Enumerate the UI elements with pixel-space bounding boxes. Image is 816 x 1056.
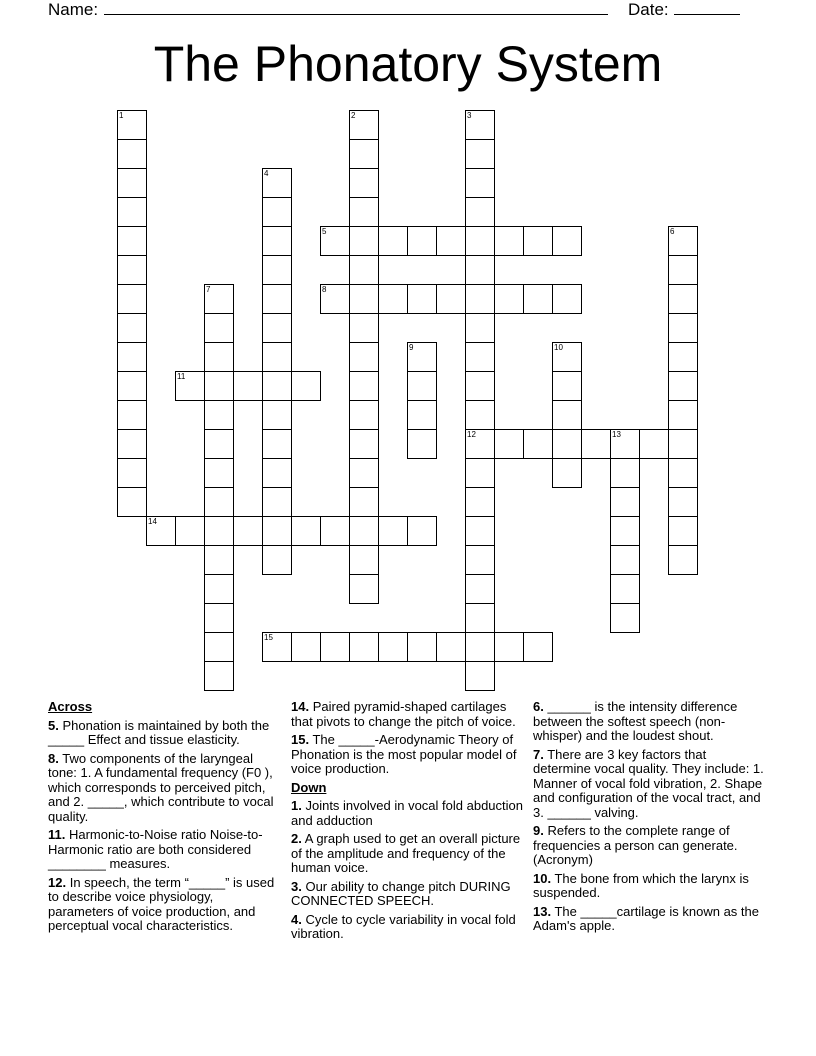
grid-cell[interactable] — [465, 110, 495, 140]
grid-cell[interactable] — [407, 371, 437, 401]
grid-cell[interactable] — [465, 661, 495, 691]
clue-number-label: 11 — [177, 372, 186, 381]
clue-number: 14. — [291, 699, 310, 714]
grid-cell[interactable] — [146, 516, 176, 546]
clue-across-8 — [48, 752, 280, 825]
grid-cell[interactable] — [523, 284, 553, 314]
grid-cell[interactable] — [668, 429, 698, 459]
grid-cell[interactable] — [349, 516, 379, 546]
grid-cell[interactable] — [117, 429, 147, 459]
clue-text: Two components of the laryngeal tone: 1. A fundamental frequency (F0 ), which corresponds to perceived pitch, and 2. _____, which contribute to vocal quality. — [48, 750, 274, 824]
grid-cell[interactable] — [117, 342, 147, 372]
grid-cell[interactable] — [117, 487, 147, 517]
grid-cell[interactable] — [117, 371, 147, 401]
grid-cell[interactable] — [494, 284, 524, 314]
grid-cell[interactable] — [204, 516, 234, 546]
date-label: Date: — [628, 0, 669, 19]
clue-text: There are 3 key factors that determine vocal quality. They include: 1. Manner of vocal fold vibration, 2. Shape and configuration of the vocal tract, and 3. ______ valving. — [533, 746, 764, 820]
grid-cell[interactable] — [291, 516, 321, 546]
clue-number-label: 13 — [612, 430, 621, 439]
grid-cell[interactable] — [233, 516, 263, 546]
grid-cell[interactable] — [407, 632, 437, 662]
grid-cell[interactable] — [465, 371, 495, 401]
grid-cell[interactable] — [668, 313, 698, 343]
grid-cell[interactable] — [349, 458, 379, 488]
clue-down-3 — [291, 880, 523, 909]
grid-cell[interactable] — [262, 226, 292, 256]
grid-cell[interactable] — [262, 516, 292, 546]
grid-cell[interactable] — [262, 487, 292, 517]
grid-cell[interactable] — [465, 226, 495, 256]
grid-cell[interactable] — [204, 603, 234, 633]
grid-cell[interactable] — [349, 110, 379, 140]
down-heading: Down — [291, 779, 327, 795]
clue-number-label: 2 — [351, 111, 356, 120]
clues-column-1 — [48, 700, 280, 938]
grid-cell[interactable] — [349, 545, 379, 575]
grid-cell[interactable] — [349, 429, 379, 459]
grid-cell[interactable] — [668, 400, 698, 430]
clues-column-3 — [533, 700, 765, 938]
grid-cell[interactable] — [465, 516, 495, 546]
grid-cell[interactable] — [378, 632, 408, 662]
grid-cell[interactable] — [668, 284, 698, 314]
grid-cell[interactable] — [349, 255, 379, 285]
clue-text: A graph used to get an overall picture of the amplitude and frequency of the human voice. — [291, 831, 521, 875]
grid-cell[interactable] — [378, 226, 408, 256]
grid-cell[interactable] — [378, 516, 408, 546]
clue-number-label: 15 — [264, 633, 273, 642]
grid-cell[interactable] — [262, 284, 292, 314]
clue-text: Joints involved in vocal fold abduction and adduction — [291, 798, 523, 828]
grid-cell[interactable] — [436, 284, 466, 314]
grid-cell[interactable] — [465, 400, 495, 430]
grid-cell[interactable] — [204, 371, 234, 401]
grid-cell[interactable] — [349, 400, 379, 430]
clue-number: 2. — [291, 831, 302, 846]
grid-cell[interactable] — [262, 429, 292, 459]
grid-cell[interactable] — [204, 342, 234, 372]
clue-number-label: 3 — [467, 111, 472, 120]
grid-cell[interactable] — [262, 400, 292, 430]
grid-cell[interactable] — [204, 400, 234, 430]
grid-cell[interactable] — [175, 371, 205, 401]
grid-cell[interactable] — [204, 487, 234, 517]
grid-cell[interactable] — [349, 371, 379, 401]
grid-cell[interactable] — [668, 545, 698, 575]
grid-cell[interactable] — [668, 226, 698, 256]
grid-cell[interactable] — [320, 516, 350, 546]
grid-cell[interactable] — [552, 371, 582, 401]
grid-cell[interactable] — [262, 255, 292, 285]
grid-cell[interactable] — [349, 313, 379, 343]
grid-cell[interactable] — [465, 313, 495, 343]
grid-cell[interactable] — [407, 284, 437, 314]
grid-cell[interactable] — [465, 603, 495, 633]
grid-cell[interactable] — [262, 168, 292, 198]
grid-cell[interactable] — [117, 139, 147, 169]
grid-cell[interactable] — [291, 371, 321, 401]
clue-number: 13. — [533, 903, 552, 919]
grid-cell[interactable] — [378, 284, 408, 314]
grid-cell[interactable] — [465, 255, 495, 285]
clue-number-label: 1 — [119, 111, 124, 120]
clue-number: 9. — [533, 823, 544, 838]
grid-cell[interactable] — [117, 313, 147, 343]
grid-cell[interactable] — [436, 632, 466, 662]
grid-cell[interactable] — [552, 284, 582, 314]
grid-cell[interactable] — [552, 226, 582, 256]
clue-down-4 — [291, 913, 523, 942]
grid-cell[interactable] — [262, 313, 292, 343]
grid-cell[interactable] — [494, 429, 524, 459]
clue-text: Harmonic-to-Noise ratio Noise-to-Harmonic ratio are both considered ________ measures. — [48, 827, 263, 871]
clue-number: 3. — [291, 878, 302, 894]
clue-down-7 — [533, 748, 765, 821]
grid-cell[interactable] — [117, 284, 147, 314]
grid-cell[interactable] — [320, 226, 350, 256]
clue-text: In speech, the term “_____” is used to describe voice physiology, parameters of voice production, and perceptual vocal characteristics. — [48, 874, 275, 933]
grid-cell[interactable] — [610, 487, 640, 517]
grid-cell[interactable] — [523, 429, 553, 459]
grid-cell[interactable] — [610, 603, 640, 633]
clue-across-12 — [48, 876, 280, 934]
grid-cell[interactable] — [552, 429, 582, 459]
grid-cell[interactable] — [436, 226, 466, 256]
grid-cell[interactable] — [465, 487, 495, 517]
grid-cell[interactable] — [668, 255, 698, 285]
grid-cell[interactable] — [291, 632, 321, 662]
clue-across-15 — [291, 733, 523, 777]
grid-cell[interactable] — [117, 458, 147, 488]
grid-cell[interactable] — [262, 197, 292, 227]
clue-number: 5. — [48, 717, 59, 733]
grid-cell[interactable] — [204, 458, 234, 488]
grid-cell[interactable] — [668, 342, 698, 372]
clue-number-label: 7 — [206, 285, 211, 294]
page-title: The Phonatory System — [153, 36, 663, 92]
grid-cell[interactable] — [610, 516, 640, 546]
grid-cell[interactable] — [349, 284, 379, 314]
grid-cell[interactable] — [204, 574, 234, 604]
name-label: Name: — [48, 0, 99, 19]
clue-text: ______ is the intensity difference between the softest speech (non-whisper) and the loudest shout. — [533, 699, 738, 743]
grid-cell[interactable] — [465, 197, 495, 227]
clue-text: Cycle to cycle variability in vocal fold vibration. — [291, 911, 516, 941]
grid-cell[interactable] — [204, 284, 234, 314]
grid-cell[interactable] — [494, 226, 524, 256]
grid-cell[interactable] — [465, 168, 495, 198]
grid-cell[interactable] — [668, 371, 698, 401]
grid-cell[interactable] — [465, 342, 495, 372]
grid-cell[interactable] — [552, 400, 582, 430]
clue-number: 15. — [291, 732, 310, 747]
grid-cell[interactable] — [465, 284, 495, 314]
grid-cell[interactable] — [262, 632, 292, 662]
clue-number: 10. — [533, 870, 552, 886]
grid-cell[interactable] — [610, 458, 640, 488]
grid-cell[interactable] — [117, 400, 147, 430]
clue-text: Paired pyramid-shaped cartilages that pivots to change the pitch of voice. — [291, 699, 516, 729]
grid-cell[interactable] — [175, 516, 205, 546]
grid-cell[interactable] — [668, 516, 698, 546]
clue-down-9 — [533, 824, 765, 868]
grid-cell[interactable] — [668, 458, 698, 488]
clue-down-6 — [533, 700, 765, 744]
clue-text: Our ability to change pitch DURING CONNECTED SPEECH. — [291, 878, 511, 908]
clue-text: Refers to the complete range of frequencies a person can generate. (Acronym) — [533, 823, 738, 867]
grid-cell[interactable] — [349, 139, 379, 169]
grid-cell[interactable] — [117, 226, 147, 256]
grid-cell[interactable] — [668, 487, 698, 517]
clue-text: The bone from which the larynx is suspended. — [533, 870, 749, 900]
clue-number-label: 14 — [148, 517, 157, 526]
clue-number: 4. — [291, 911, 302, 927]
grid-cell[interactable] — [204, 429, 234, 459]
grid-cell[interactable] — [523, 226, 553, 256]
grid-cell[interactable] — [233, 371, 263, 401]
grid-cell[interactable] — [349, 168, 379, 198]
clue-across-14 — [291, 700, 523, 729]
grid-cell[interactable] — [465, 545, 495, 575]
clue-across-5 — [48, 719, 280, 748]
grid-cell[interactable] — [407, 429, 437, 459]
grid-cell[interactable] — [204, 661, 234, 691]
grid-cell[interactable] — [639, 429, 669, 459]
clue-number: 1. — [291, 798, 302, 813]
across-heading: Across — [48, 699, 93, 714]
clue-number-label: 12 — [467, 430, 476, 439]
grid-cell[interactable] — [494, 632, 524, 662]
grid-cell[interactable] — [552, 342, 582, 372]
grid-cell[interactable] — [465, 429, 495, 459]
clue-number: 6. — [533, 699, 544, 714]
grid-cell[interactable] — [117, 168, 147, 198]
clue-down-1 — [291, 799, 523, 828]
grid-cell[interactable] — [407, 342, 437, 372]
clue-number-label: 8 — [322, 285, 327, 294]
clue-down-2 — [291, 832, 523, 876]
grid-cell[interactable] — [320, 632, 350, 662]
grid-cell[interactable] — [204, 545, 234, 575]
grid-cell[interactable] — [407, 516, 437, 546]
grid-cell[interactable] — [465, 574, 495, 604]
clue-number-label: 6 — [670, 227, 675, 236]
clue-number-label: 10 — [554, 343, 563, 352]
grid-cell[interactable] — [581, 429, 611, 459]
grid-cell[interactable] — [349, 197, 379, 227]
grid-cell[interactable] — [349, 632, 379, 662]
clue-down-13 — [533, 905, 765, 934]
grid-cell[interactable] — [262, 371, 292, 401]
grid-cell[interactable] — [610, 545, 640, 575]
grid-cell[interactable] — [117, 110, 147, 140]
grid-cell[interactable] — [204, 313, 234, 343]
grid-cell[interactable] — [523, 632, 553, 662]
clue-down-10 — [533, 872, 765, 901]
clue-number: 7. — [533, 746, 544, 762]
clues-column-2 — [291, 700, 523, 946]
grid-cell[interactable] — [610, 429, 640, 459]
grid-cell[interactable] — [465, 632, 495, 662]
grid-cell[interactable] — [407, 226, 437, 256]
clue-text: The _____-Aerodynamic Theory of Phonation is the most popular model of voice production. — [291, 732, 517, 776]
grid-cell[interactable] — [349, 342, 379, 372]
clue-text: The _____cartilage is known as the Adam's apple. — [533, 903, 759, 933]
grid-cell[interactable] — [349, 226, 379, 256]
grid-cell[interactable] — [610, 574, 640, 604]
grid-cell[interactable] — [262, 342, 292, 372]
grid-cell[interactable] — [465, 458, 495, 488]
grid-cell[interactable] — [117, 197, 147, 227]
grid-cell[interactable] — [552, 458, 582, 488]
grid-cell[interactable] — [262, 458, 292, 488]
grid-cell[interactable] — [349, 574, 379, 604]
clue-number-label: 5 — [322, 227, 327, 236]
clue-number: 11. — [48, 827, 66, 842]
grid-cell[interactable] — [320, 284, 350, 314]
clue-text: Phonation is maintained by both the _____ Effect and tissue elasticity. — [48, 717, 270, 747]
clue-number: 12. — [48, 874, 67, 890]
grid-cell[interactable] — [407, 400, 437, 430]
grid-cell[interactable] — [349, 487, 379, 517]
grid-cell[interactable] — [262, 545, 292, 575]
clue-number-label: 4 — [264, 169, 269, 178]
clue-across-11 — [48, 828, 280, 872]
grid-cell[interactable] — [465, 139, 495, 169]
clue-number-label: 9 — [409, 343, 414, 352]
clue-number: 8. — [48, 750, 59, 766]
grid-cell[interactable] — [204, 632, 234, 662]
grid-cell[interactable] — [117, 255, 147, 285]
